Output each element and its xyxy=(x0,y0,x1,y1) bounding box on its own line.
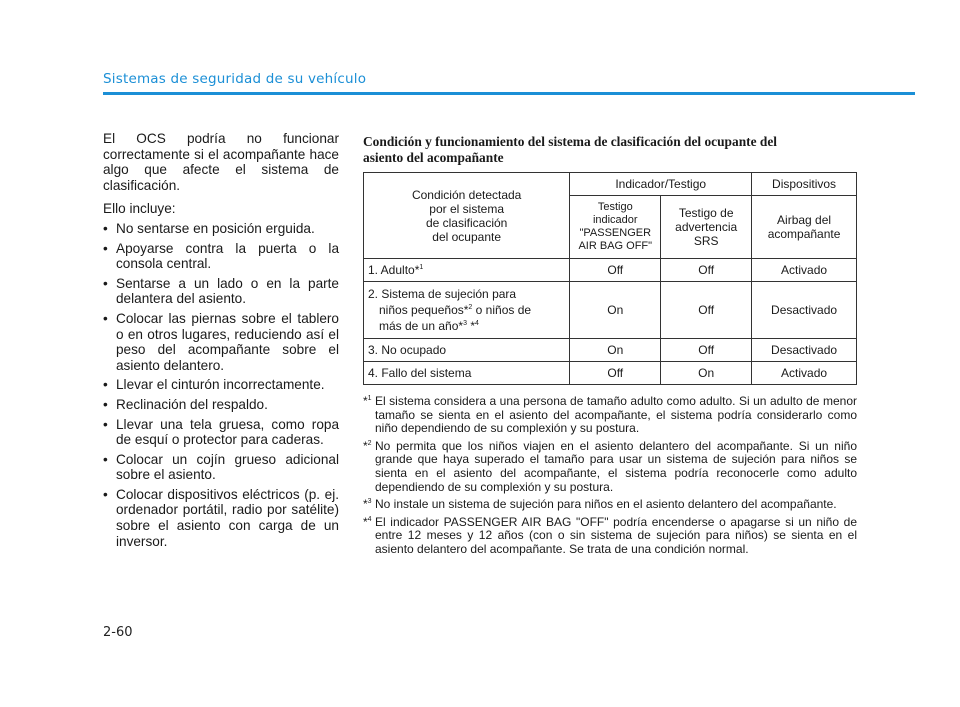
row-warning: Off xyxy=(661,282,752,339)
row-airbag: Activado xyxy=(752,362,857,385)
bullet-icon: • xyxy=(103,377,108,393)
bullet-icon: • xyxy=(103,275,108,291)
row-indicator: On xyxy=(570,282,661,339)
footnote: *$^1$ El sistema considera a una persona de tamaño adulto como adulto. Si un adulto de menor tamaño se sienta en el asiento del acompañante, el sistema podría considerarlo como niño dependiendo de su complexión y su postura. xyxy=(363,394,857,436)
row-airbag: Activado xyxy=(752,259,857,282)
row-condition: 2. Sistema de sujeción para niños pequeños*$^2$ o niños de más de un año*$^3$ *$^4$ xyxy=(364,282,570,339)
bullet-icon: • xyxy=(103,310,108,326)
header-indicator-group: Indicador/Testigo xyxy=(570,173,752,196)
row-condition: 1. Adulto*$^1$ xyxy=(364,259,570,282)
row-indicator: Off xyxy=(570,362,661,385)
table-heading: Condición y funcionamiento del sistema de clasificación del ocupante del asiento del acompañante xyxy=(363,134,777,165)
header-divider xyxy=(103,92,915,95)
table-row xyxy=(364,259,857,282)
footnote: *$^3$ No instale un sistema de sujeción para niños en el asiento delantero del acompañante. xyxy=(363,497,837,512)
list-item: • Reclinación del respaldo. xyxy=(103,396,268,412)
row-condition: 3. No ocupado xyxy=(364,339,570,362)
page-number: 2-60 xyxy=(103,625,133,640)
conditions-list xyxy=(103,221,339,549)
footnote: *$^4$ El indicador PASSENGER AIR BAG "OFF" podría encenderse o apagarse si un niño de entre 12 meses y 12 años (con o sin sistema de sujeción para niños) se sienta en el asiento delantero del acompañante. Se trata de una condición normal. xyxy=(363,514,857,556)
table-row xyxy=(364,282,857,339)
bullet-icon: • xyxy=(103,220,108,236)
intro-paragraph: El OCS podría no funcionar correctamente si el acompañante hace algo que afecte el sistema de clasificación. xyxy=(103,131,339,193)
list-item: • Colocar un cojín grueso adicional sobre el asiento. xyxy=(103,451,339,483)
table-row xyxy=(364,362,857,385)
header-devices-group: Dispositivos xyxy=(752,173,857,196)
list-item: • Apoyarse contra la puerta o la consola central. xyxy=(103,240,339,272)
bullet-icon: • xyxy=(103,416,108,432)
header-airbag: Airbag del acompañante xyxy=(752,196,857,259)
list-item: • Colocar las piernas sobre el tablero o en otros lugares, reduciendo así el peso del acompañante sobre el asiento delantero. xyxy=(103,310,339,373)
bullet-icon: • xyxy=(103,451,108,467)
header-warning-light: Testigo de advertencia SRS xyxy=(661,196,752,259)
list-item: • Colocar dispositivos eléctricos (p. ej. ordenador portátil, radio por satélite) sobre el asiento con carga de un inversor. xyxy=(103,486,339,549)
left-column xyxy=(103,131,339,553)
row-warning: Off xyxy=(661,339,752,362)
row-airbag: Desactivado xyxy=(752,282,857,339)
footnotes xyxy=(363,395,857,557)
list-item: • Sentarse a un lado o en la parte delantera del asiento. xyxy=(103,275,339,307)
right-column xyxy=(363,134,857,561)
list-item: • Llevar el cinturón incorrectamente. xyxy=(103,377,325,393)
row-warning: Off xyxy=(661,259,752,282)
row-indicator: On xyxy=(570,339,661,362)
header-indicator-light: Testigo indicador "PASSENGER AIR BAG OFF" xyxy=(570,196,661,259)
footnote: *$^2$ No permita que los niños viajen en el asiento delantero del acompañante. Si un niño grande que haya superado el tamaño para usar un sistema de sujeción para niños se sienta en el asiento del acompañante, el sistema podría reconocerle como adulto dependiendo de su complexión y su postura. xyxy=(363,438,857,494)
table-row xyxy=(364,339,857,362)
header-condition: Condición detectada por el sistema de clasificación del ocupante xyxy=(364,173,570,259)
occupant-classification-table xyxy=(363,172,857,385)
row-condition: 4. Fallo del sistema xyxy=(364,362,570,385)
table-header-row xyxy=(364,173,857,196)
bullet-icon: • xyxy=(103,486,108,502)
list-item: • Llevar una tela gruesa, como ropa de esquí o protector para caderas. xyxy=(103,416,339,448)
bullet-icon: • xyxy=(103,240,108,256)
row-indicator: Off xyxy=(570,259,661,282)
row-warning: On xyxy=(661,362,752,385)
list-item: • No sentarse en posición erguida. xyxy=(103,220,315,236)
section-title: Sistemas de seguridad de su vehículo xyxy=(103,71,367,87)
bullet-icon: • xyxy=(103,396,108,412)
row-airbag: Desactivado xyxy=(752,339,857,362)
includes-label: Ello incluye: xyxy=(103,201,176,217)
